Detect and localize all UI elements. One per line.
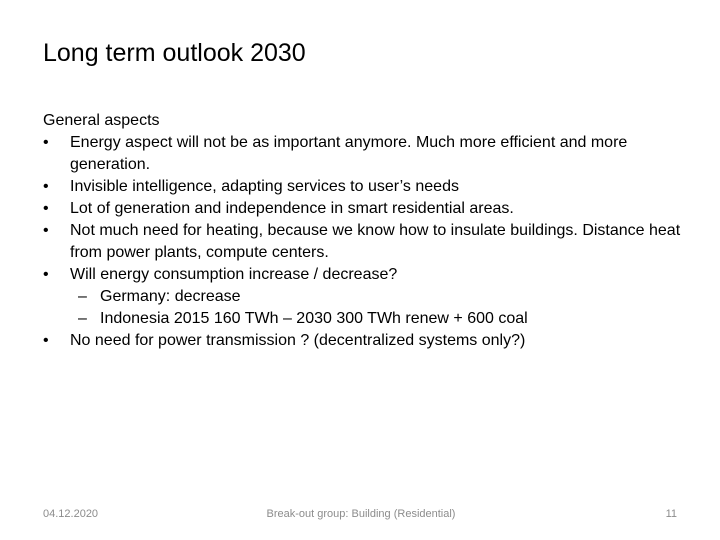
bullet-text: Not much need for heating, because we know how to insulate buildings. Distance heat from power plants, compute centers. — [70, 222, 681, 261]
bullet-icon: • — [43, 222, 49, 239]
slide-content — [43, 110, 683, 352]
bullet-item — [43, 132, 683, 176]
bullet-item — [43, 220, 683, 264]
bullet-item — [43, 198, 683, 220]
slide-title: Long term outlook 2030 — [43, 39, 306, 67]
bullet-text: Energy aspect will not be as important anymore. Much more efficient and more generation. — [70, 134, 628, 173]
dash-icon: – — [78, 288, 87, 305]
bullet-text: No need for power transmission ? (decentralized systems only?) — [70, 332, 526, 349]
bullet-icon: • — [43, 200, 49, 217]
bullet-icon: • — [43, 332, 49, 349]
sub-bullet-item — [74, 286, 683, 308]
footer-date: 04.12.2020 — [43, 508, 99, 520]
sub-bullet-item — [74, 308, 683, 330]
sub-bullet-list — [70, 286, 683, 330]
dash-icon: – — [78, 310, 87, 327]
bullet-icon: • — [43, 178, 49, 195]
bullet-icon: • — [43, 134, 49, 151]
section-heading: General aspects — [43, 112, 160, 129]
footer-title: Break-out group: Building (Residential) — [266, 508, 456, 520]
bullet-item — [43, 176, 683, 198]
bullet-list — [43, 132, 683, 352]
bullet-text: Invisible intelligence, adapting services to user’s needs — [70, 178, 459, 195]
sub-bullet-text: Germany: decrease — [100, 288, 241, 305]
bullet-icon: • — [43, 266, 49, 283]
page-number: 11 — [665, 508, 677, 520]
sub-bullet-text: Indonesia 2015 160 TWh – 2030 300 TWh renew + 600 coal — [100, 310, 528, 327]
bullet-item — [43, 330, 683, 352]
bullet-text: Lot of generation and independence in smart residential areas. — [70, 200, 514, 217]
bullet-text: Will energy consumption increase / decrease? — [70, 266, 398, 283]
bullet-item — [43, 264, 683, 330]
